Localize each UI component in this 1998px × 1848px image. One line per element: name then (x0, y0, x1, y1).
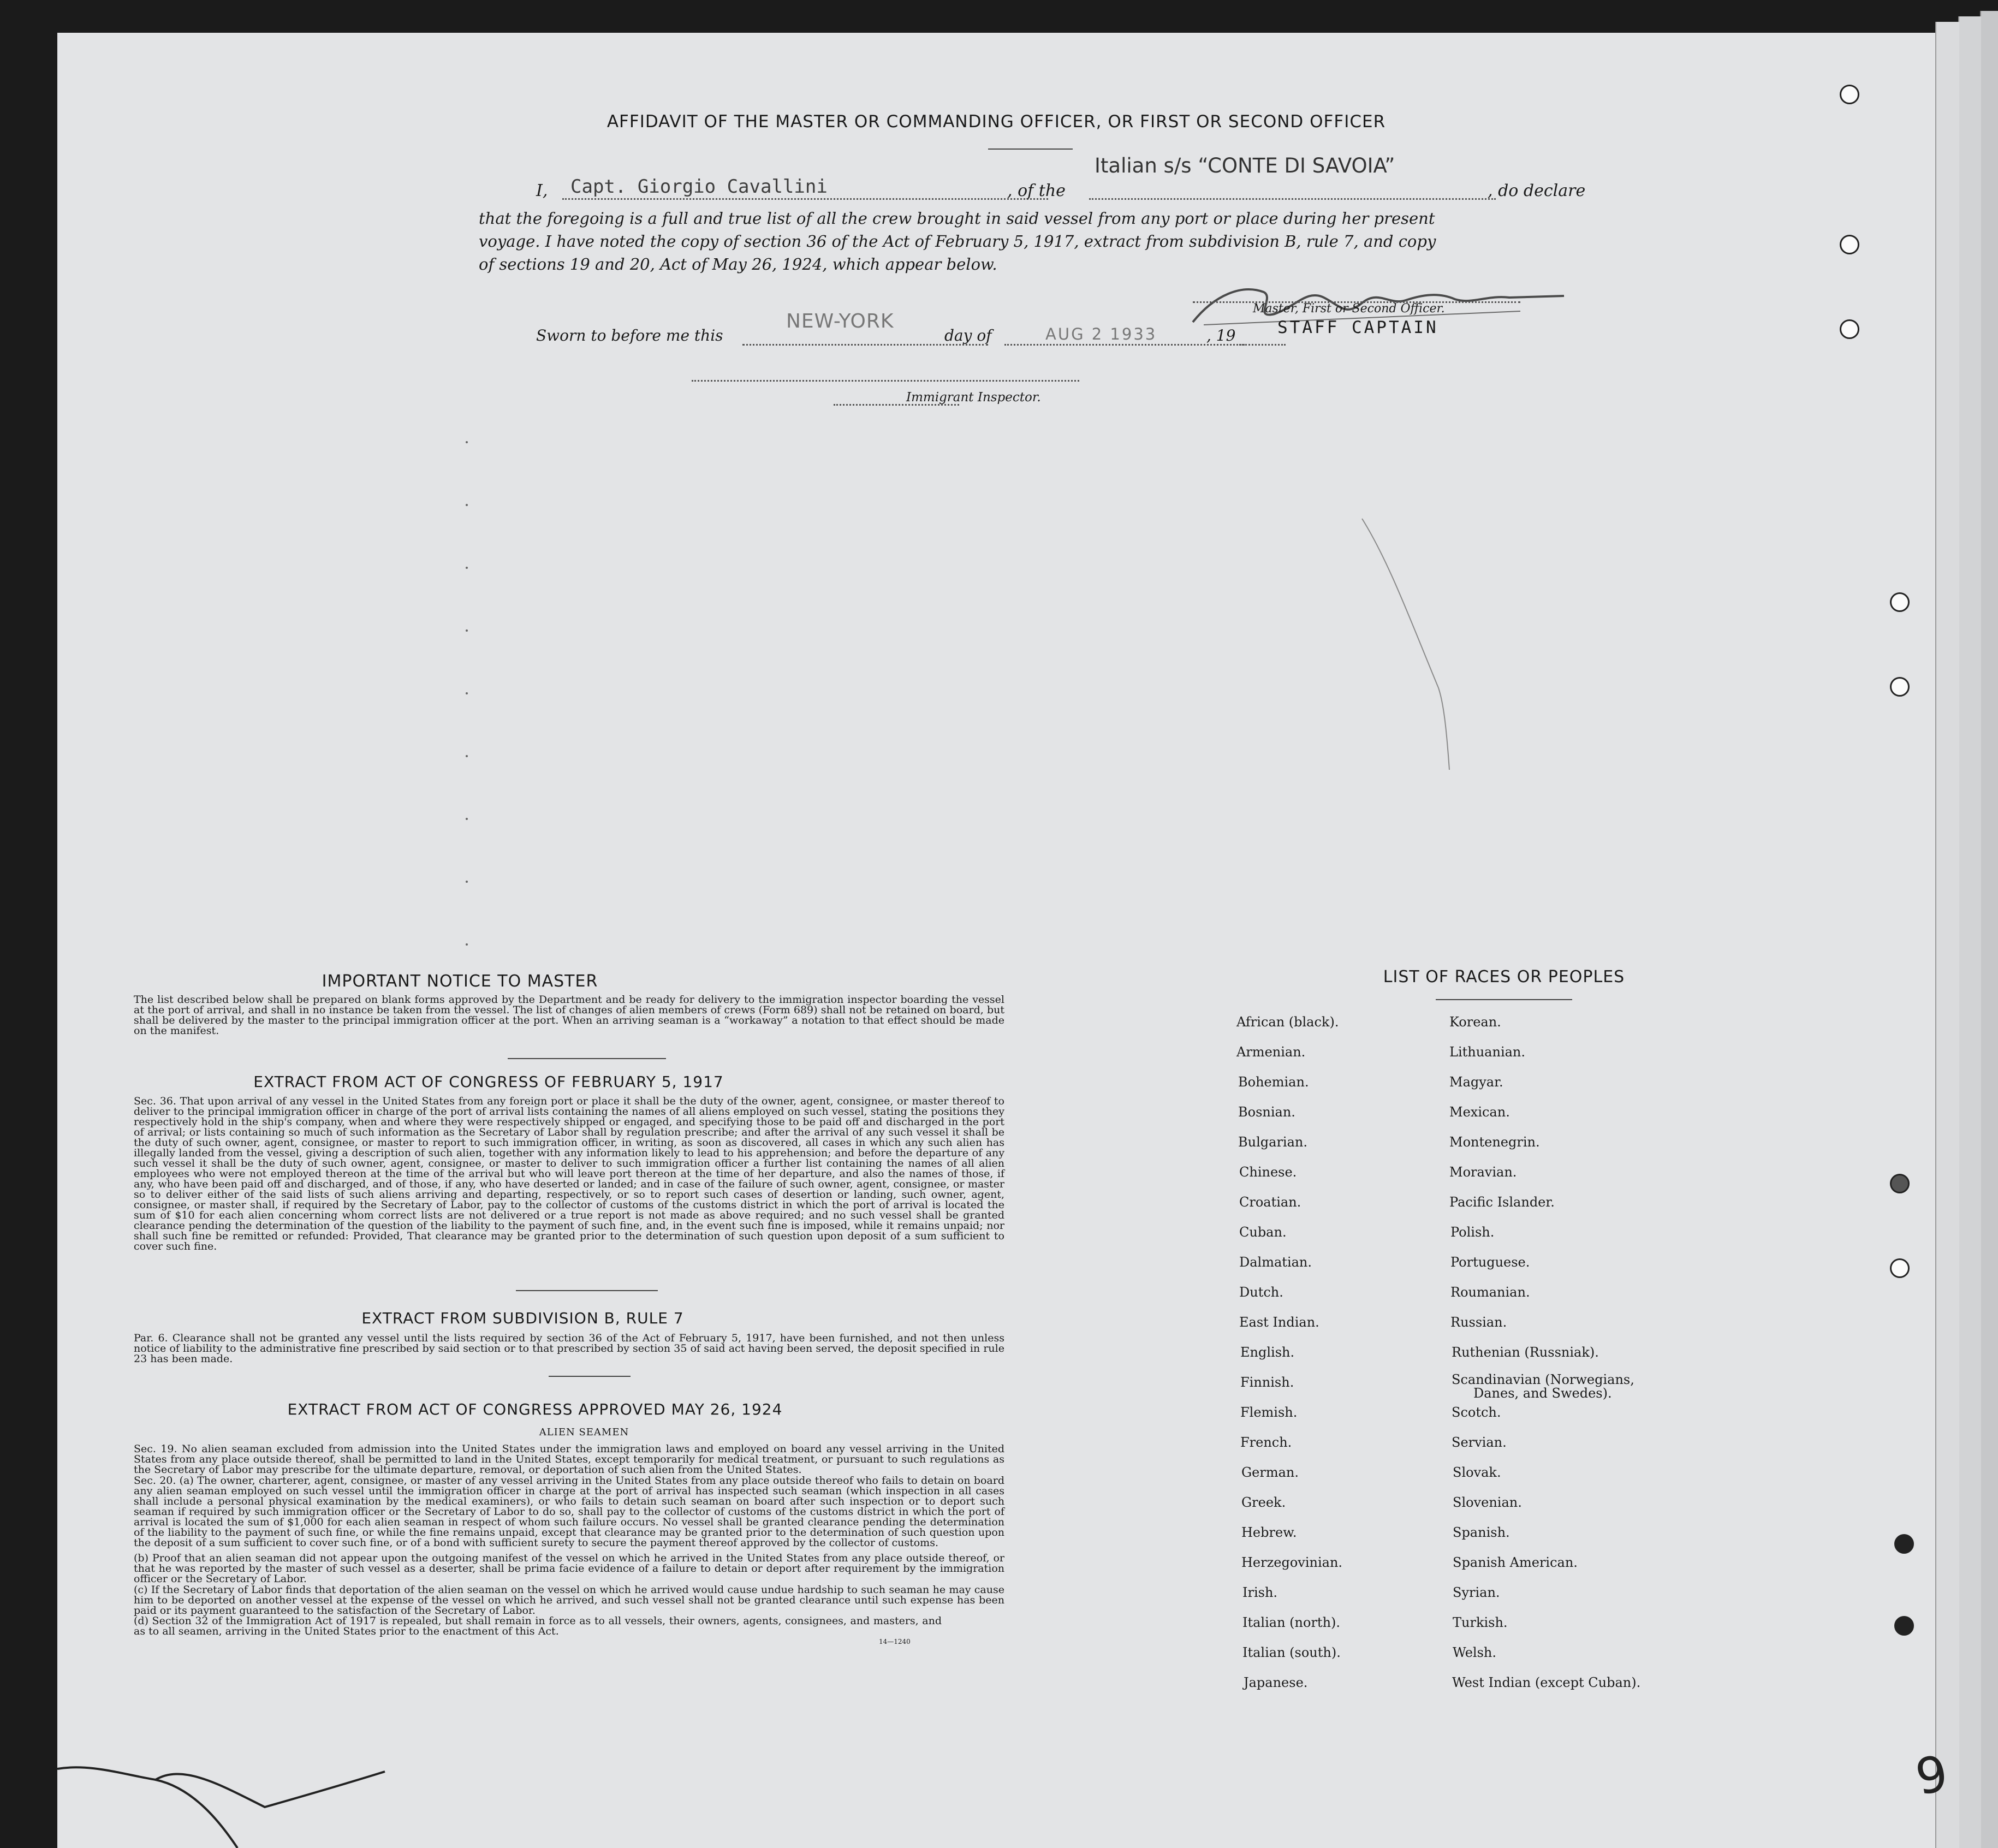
title-rule (988, 148, 1073, 150)
race-item: Slovak. (1453, 1465, 1501, 1480)
extract2-body: Par. 6. Clearance shall not be granted any vessel until the lists required by section 36 of the Act of February 5, 1917, have been furnished, and not then unless notice of liability to the administrative fine prescribed by said section or to that prescribed by section 35 of said act having been served, the deposit specified in rule 23 has been made. (134, 1332, 1004, 1365)
race-item: Scotch. (1452, 1405, 1501, 1420)
race-item: Bohemian. (1238, 1074, 1309, 1090)
affidavit-line-2: that the foregoing is a full and true list of all the crew brought in said vessel from any port or place during her present (479, 209, 1435, 228)
race-item: Dutch. (1239, 1285, 1283, 1300)
race-item: Finnish. (1240, 1375, 1294, 1390)
inspector-signature-line (692, 380, 1079, 382)
punch-hole (1890, 1258, 1910, 1278)
race-item: Italian (north). (1242, 1615, 1341, 1630)
race-item: Montenegrin. (1449, 1134, 1540, 1150)
affidavit-line-4: of sections 19 and 20, Act of May 26, 1924, which appear below. (479, 255, 997, 274)
race-item: Roumanian. (1450, 1285, 1530, 1300)
race-item: Armenian. (1236, 1044, 1306, 1060)
race-item: Syrian. (1453, 1585, 1500, 1600)
signature-caption: Master, First or Second Officer. (1253, 302, 1445, 316)
underlying-page-edge-1 (1935, 22, 1959, 1848)
race-item: German. (1241, 1465, 1299, 1480)
race-item: Moravian. (1449, 1164, 1517, 1180)
race-item: Spanish. (1453, 1525, 1510, 1540)
underlying-page-edge-2 (1958, 16, 1981, 1848)
name-field-line (562, 198, 1048, 200)
race-item: East Indian. (1239, 1315, 1319, 1330)
affidavit-line-3: voyage. I have noted the copy of section 36 of the Act of February 5, 1917, extract from subdivision B, rule 7, and copy (479, 232, 1436, 251)
notice-rule (508, 1058, 666, 1059)
race-item: Polish. (1450, 1225, 1495, 1240)
sec19: Sec. 19. No alien seaman excluded from admission into the United States under the immigration laws and employed on board any vessel arriving in the United States from any place outside thereof, shall be permitted to land in the United States, except temporarily for medical treatment, or pursuant to such regulations as the Secretary of Labor may prescribe for the ultimate departure, removal, or deportation of such alien from the United States. (134, 1443, 1004, 1476)
races-title: LIST OF RACES OR PEOPLES (1383, 967, 1625, 987)
race-item: Russian. (1450, 1315, 1507, 1330)
race-item: Korean. (1449, 1014, 1501, 1030)
race-item: Pacific Islander. (1449, 1195, 1555, 1210)
sworn-text: Sworn to before me this (536, 326, 723, 344)
race-item: Bosnian. (1238, 1104, 1295, 1120)
race-item: Hebrew. (1241, 1525, 1297, 1540)
race-item: Bulgarian. (1238, 1134, 1307, 1150)
race-item: Turkish. (1453, 1615, 1508, 1630)
race-item: Slovenian. (1453, 1495, 1522, 1510)
race-item: French. (1240, 1435, 1292, 1450)
notice-body: The list described below shall be prepared on blank forms approved by the Department and be ready for delivery to the immigration inspector boarding the vessel at the port of arrival, and shall in no instance be taken from the vessel. The list of changes of alien members of crews (Form 689) shall not be retained on board, but shall be delivered by the master to the principal immigration officer at the port. When an arriving seaman is a “workaway” a notation to that effect should be made on the manifest. (134, 994, 1004, 1037)
punch-hole (1890, 1174, 1910, 1193)
vessel-field-line (1089, 198, 1496, 200)
race-item: Italian (south). (1242, 1645, 1341, 1660)
sec20b: (b) Proof that an alien seaman did not appear upon the outgoing manifest of the vessel on which he arrived in the United States from any place outside thereof, or that he was reported by the master of such vessel as a deserter, shall be prima facie evidence of a failure to detain or deport after requirement by the immigration officer or the Secretary of Labor. (134, 1552, 1004, 1585)
extract2-title: EXTRACT FROM SUBDIVISION B, RULE 7 (361, 1309, 684, 1327)
inspector-caption: Immigrant Inspector. (906, 390, 1041, 405)
form-number: 14—1240 (879, 1638, 911, 1645)
do-declare-text: , do declare (1488, 181, 1586, 200)
race-item: Spanish American. (1453, 1555, 1578, 1570)
vessel-name: Italian s/s “CONTE DI SAVOIA” (1095, 154, 1395, 177)
sec20a: Sec. 20. (a) The owner, charterer, agent, consignee, or master of any vessel arriving in the United States from any place outside thereof who fails to detain on board any alien seaman employed on such vessel until the immigration officer in charge at the port of arrival has inspected such seaman (which inspection in all cases shall include a personal physical examination by the medical examiners), or who fails to detain such seaman on board after such inspection or to deport such seaman if required by such immigration officer or the Secretary of Labor to do so, shall pay to the collector of customs of the customs district in which the port of arrival is located the sum of $1,000 for each alien seaman in respect of whom such failure occurs. No vessel shall be granted clearance pending the determination of the liability to the payment of such fine, or while the fine remains unpaid, except that clearance may be granted prior to the determination of such question upon the deposit of a sum sufficient to cover such fine, or of a bond with sufficient surety to secure the payment thereof approved by the collector of customs. (134, 1475, 1004, 1549)
of-the-text: , of the (1007, 181, 1066, 200)
races-rule (1436, 999, 1572, 1000)
staff-captain: STAFF CAPTAIN (1277, 318, 1438, 337)
race-item: Ruthenian (Russniak). (1452, 1345, 1599, 1360)
race-item: Flemish. (1240, 1405, 1298, 1420)
manifest-page (57, 33, 1935, 1848)
race-item: Croatian. (1239, 1195, 1301, 1210)
race-item: Greek. (1241, 1495, 1286, 1510)
race-item: Servian. (1452, 1435, 1507, 1450)
page-number: 9 (1911, 1744, 1952, 1807)
race-item: Portuguese. (1450, 1255, 1530, 1270)
margin-dots (461, 437, 472, 983)
pencil-mark (1357, 513, 1466, 786)
extract1-rule (516, 1290, 658, 1291)
sec20c: (c) If the Secretary of Labor finds that deportation of the alien seaman on the vessel on which he arrived would cause undue hardship to such seaman he may cause him to be deported on another vessel at the expense of the vessel on which he arrived, and such vessel shall not be granted clearance until such expense has been paid or its payment guaranteed to the satisfaction of the Secretary of Labor. (134, 1584, 1004, 1617)
day-of-text: day of (944, 326, 992, 344)
punch-hole (1840, 85, 1859, 104)
sec20d: (d) Section 32 of the Immigration Act of 1917 is repealed, but shall remain in force as to all vessels, their owners, agents, consignees, and masters, and as to all seamen, arriving in the United States prior to the enactment of this Act. (134, 1615, 942, 1637)
race-item: Scandinavian (Norwegians, (1452, 1372, 1634, 1387)
date-stamp: AUG 2 1933 (1045, 325, 1157, 343)
affidavit-i: I, (536, 181, 548, 200)
place-stamp: NEW-YORK (786, 310, 894, 332)
race-item: Welsh. (1453, 1645, 1496, 1660)
officer-name: Capt. Giorgio Cavallini (570, 176, 828, 198)
extract2-rule (549, 1376, 631, 1377)
race-item: Herzegovinian. (1241, 1555, 1343, 1570)
extract3-subtitle: ALIEN SEAMEN (539, 1427, 629, 1438)
affidavit-title: AFFIDAVIT OF THE MASTER OR COMMANDING OFFICER, OR FIRST OR SECOND OFFICER (606, 112, 1386, 132)
punch-hole (1890, 677, 1910, 697)
race-item: Japanese. (1244, 1675, 1308, 1690)
extract3-title: EXTRACT FROM ACT OF CONGRESS APPROVED MAY 26, 1924 (287, 1400, 783, 1418)
torn-edge (57, 1747, 439, 1848)
punch-hole (1894, 1534, 1914, 1554)
race-item: West Indian (except Cuban). (1452, 1675, 1641, 1690)
race-item: English. (1240, 1345, 1295, 1360)
race-item: African (black). (1236, 1014, 1339, 1030)
race-item: Cuban. (1239, 1225, 1287, 1240)
notice-title: IMPORTANT NOTICE TO MASTER (322, 972, 598, 991)
punch-hole (1894, 1616, 1914, 1636)
race-item: Mexican. (1449, 1104, 1510, 1120)
race-item: Lithuanian. (1449, 1044, 1526, 1060)
punch-hole (1890, 592, 1910, 612)
race-item-wrap: Danes, and Swedes). (1473, 1386, 1612, 1401)
extract1-title: EXTRACT FROM ACT OF CONGRESS OF FEBRUARY 5, 1917 (253, 1073, 724, 1091)
extract1-body: Sec. 36. That upon arrival of any vessel in the United States from any foreign port or place it shall be the duty of the owner, agent, consignee, or master thereof to deliver to the principal immigration officer in charge of the port of arrival lists containing the names of all aliens employed on such vessel, stating the positions they respectively hold in the ship's company, when and where they were respectively shipped or engaged, and specifying those to be paid off and discharged in the port of arrival; or lists containing so much of such information as the Secretary of Labor shall by regulation prescribe; and after the arrival of any such vessel it shall be the duty of such owner, agent, consignee, or master to report to such immigration officer, in writing, as soon as discovered, all cases in which any such alien has illegally landed from the vessel, giving a description of such alien, together with any information likely to lead to his apprehension; and before the departure of any such vessel it shall be the duty of such owner, agent, consignee, or master to deliver to such immigration officer a further list containing the names of all alien employees who were not employed thereon at the time of the arrival but who will leave port thereon at the time of her departure, and also the names of those, if any, who have been paid off and discharged, and of those, if any, who have deserted or landed; and in case of the failure of such owner, agent, consignee, or master so to deliver either of the said lists of such aliens arriving and departing, respectively, or so to report such cases of desertion or landing, such owner, agent, consignee, or master shall, if required by the Secretary of Labor, pay to the collector of customs of the customs district in which the port of arrival is located the sum of $10 for each alien concerning whom correct lists are not delivered or a true report is not made as above required; and no such vessel shall be granted clearance pending the determination of the question of the liability to the payment of such fine, and, in the event such fine is imposed, while it remains unpaid; nor shall such fine be remitted or refunded: Provided, That clearance may be granted prior to the determination of such question upon deposit of a sum sufficient to cover such fine. (134, 1095, 1004, 1252)
year-prefix: , 19 (1206, 326, 1236, 344)
year-line (1239, 344, 1286, 346)
race-item: Magyar. (1449, 1074, 1503, 1090)
punch-hole (1840, 319, 1859, 339)
race-item: Irish. (1242, 1585, 1278, 1600)
race-item: Dalmatian. (1239, 1255, 1312, 1270)
underlying-page-edge-3 (1980, 11, 1998, 1848)
punch-hole (1840, 235, 1859, 254)
race-item: Chinese. (1239, 1164, 1297, 1180)
